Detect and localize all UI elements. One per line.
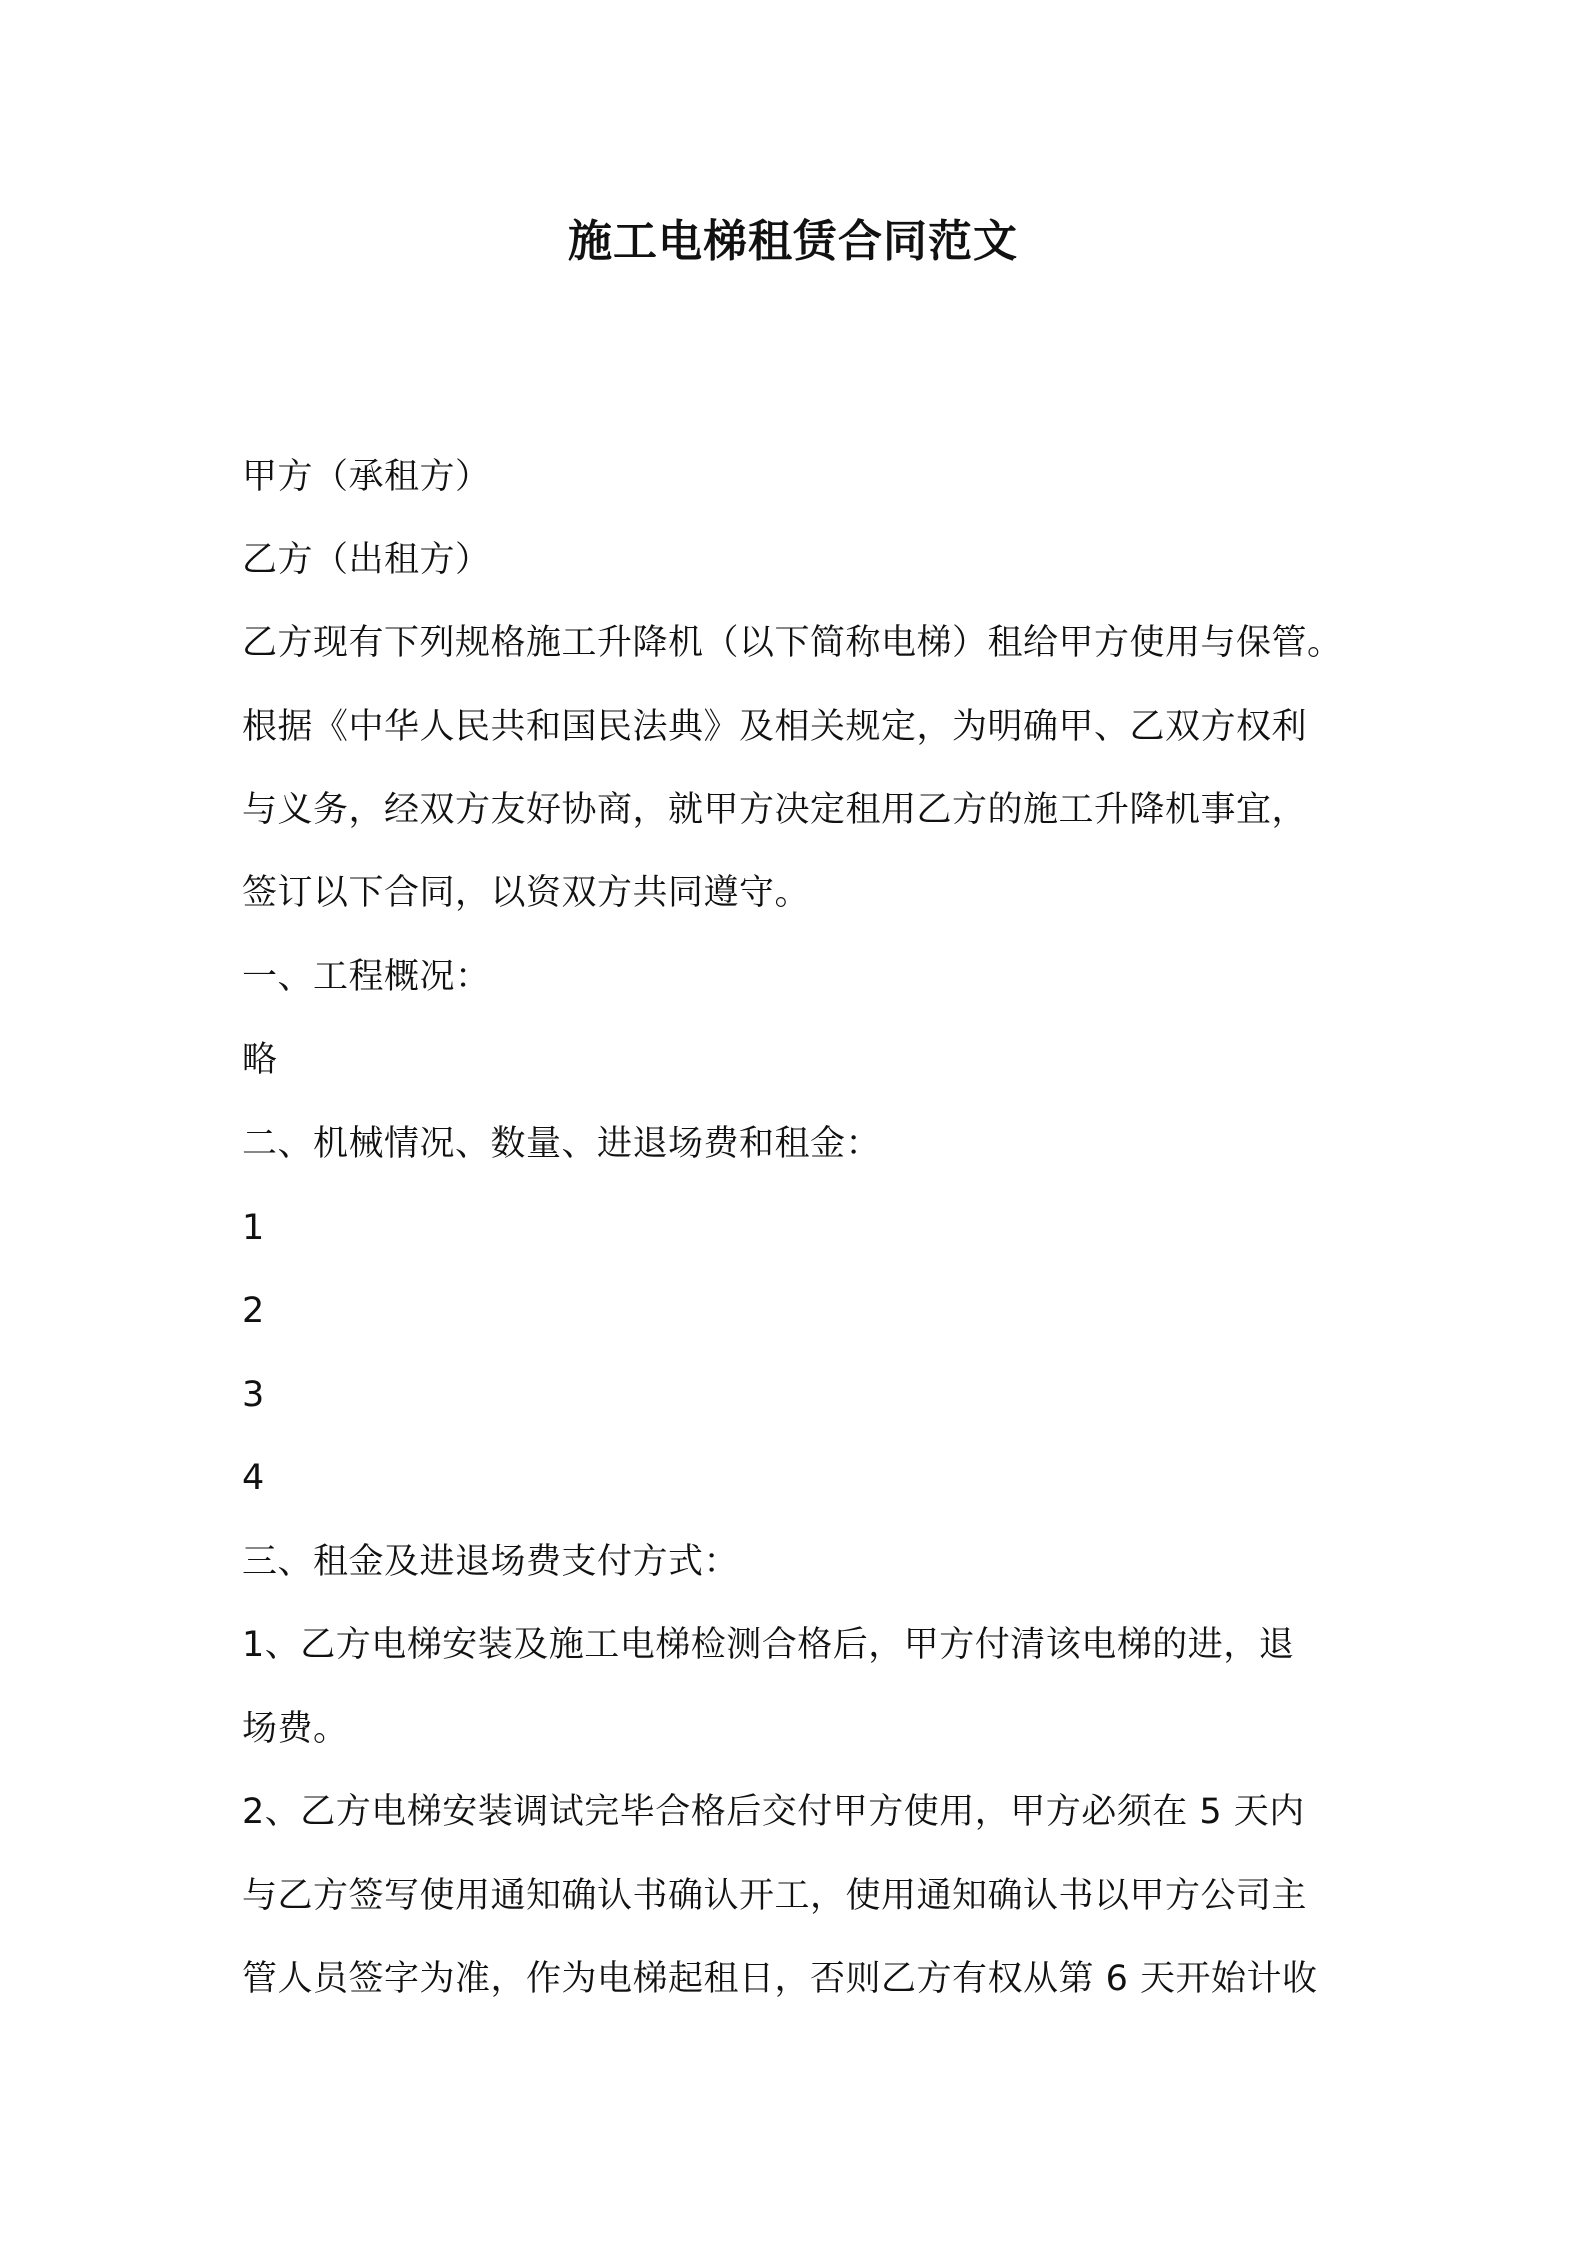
section-3-clause-2-line-3: 管人员签字为准，作为电梯起租日，否则乙方有权从第 6 天开始计收 bbox=[242, 1959, 1318, 1999]
section-2-item-1: 1 bbox=[242, 1208, 265, 1248]
section-2-heading: 二、机械情况、数量、进退场费和租金： bbox=[242, 1124, 882, 1164]
section-1-content: 略 bbox=[242, 1040, 278, 1080]
section-3-clause-2-line-1: 2、乙方电梯安装调试完毕合格后交付甲方使用，甲方必须在 5 天内 bbox=[242, 1792, 1305, 1832]
section-3-clause-1-line-2: 场费。 bbox=[242, 1709, 349, 1749]
intro-paragraph-line-4: 签订以下合同，以资双方共同遵守。 bbox=[242, 873, 811, 913]
intro-paragraph-line-3: 与义务，经双方友好协商，就甲方决定租用乙方的施工升降机事宜， bbox=[242, 790, 1308, 830]
party-a-line: 甲方（承租方） bbox=[242, 457, 491, 497]
intro-paragraph-line-1: 乙方现有下列规格施工升降机（以下简称电梯）租给甲方使用与保管。 bbox=[242, 623, 1343, 663]
document-title: 施工电梯租赁合同范文 bbox=[568, 216, 1018, 267]
section-2-item-4: 4 bbox=[242, 1458, 265, 1498]
section-3-clause-2-line-2: 与乙方签写使用通知确认书确认开工，使用通知确认书以甲方公司主 bbox=[242, 1876, 1308, 1916]
section-3-heading: 三、租金及进退场费支付方式： bbox=[242, 1542, 740, 1582]
party-b-line: 乙方（出租方） bbox=[242, 540, 491, 580]
section-1-heading: 一、工程概况： bbox=[242, 957, 491, 997]
section-2-item-2: 2 bbox=[242, 1291, 265, 1331]
intro-paragraph-line-2: 根据《中华人民共和国民法典》及相关规定，为明确甲、乙双方权利 bbox=[242, 707, 1308, 747]
section-2-item-3: 3 bbox=[242, 1375, 265, 1415]
section-3-clause-1-line-1: 1、乙方电梯安装及施工电梯检测合格后，甲方付清该电梯的进，退 bbox=[242, 1625, 1295, 1665]
